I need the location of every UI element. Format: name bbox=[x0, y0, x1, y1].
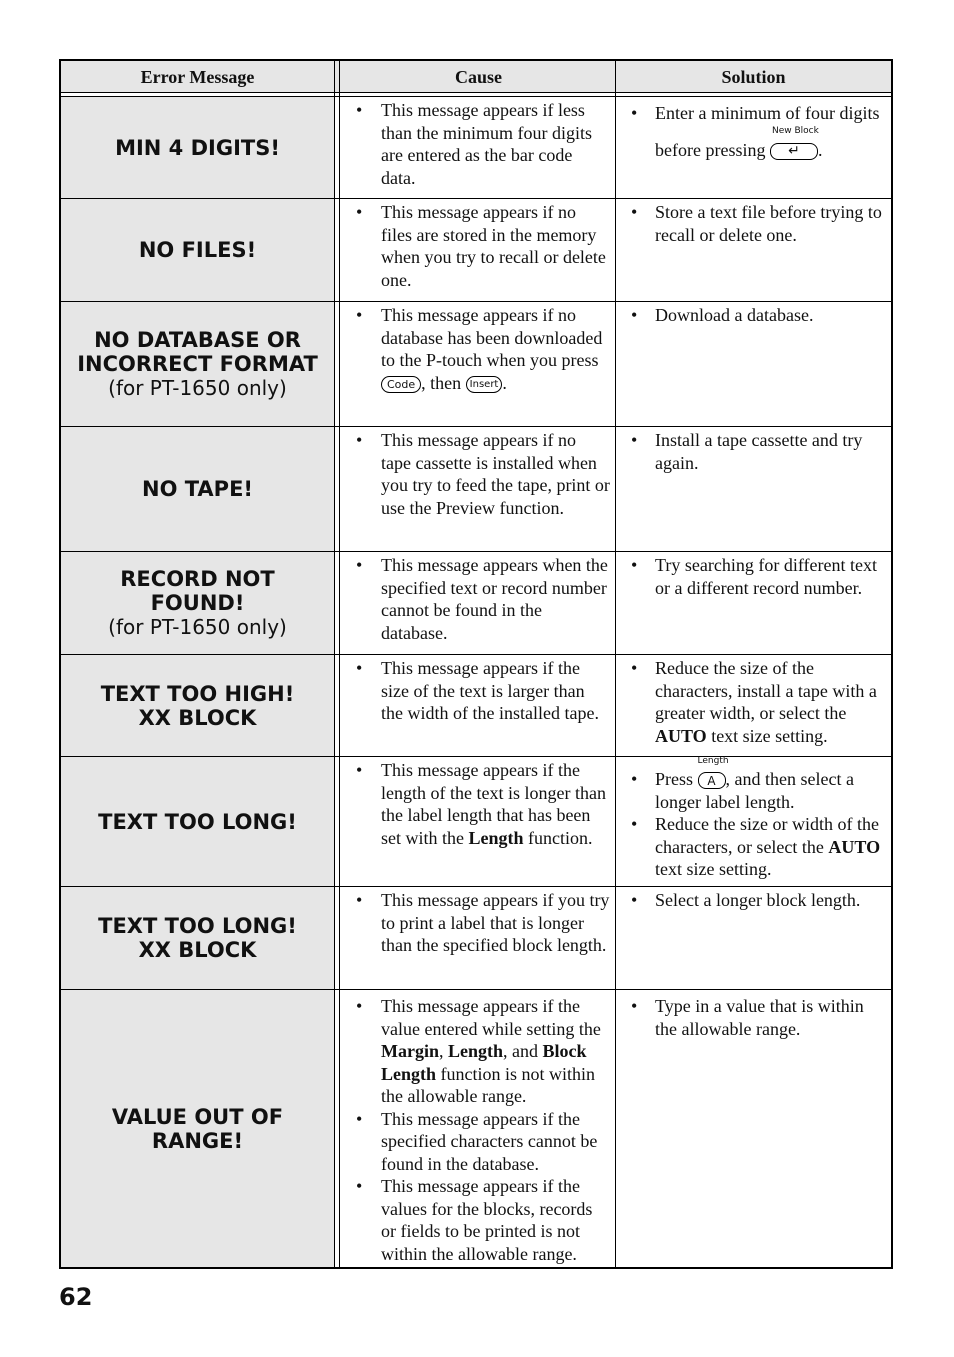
error-name: TEXT TOO LONG! bbox=[98, 809, 297, 834]
table-row bbox=[61, 989, 891, 1267]
error-cell bbox=[61, 199, 334, 301]
solution-cell bbox=[616, 97, 891, 198]
cause-item: • This message appears if less than the minimum four digits are entered as the bar code data. bbox=[342, 99, 610, 189]
error-cell bbox=[61, 887, 334, 989]
new-block-key-icon: ↵ bbox=[770, 143, 818, 160]
cause-item: • This message appears if the specified characters cannot be found in the database. bbox=[342, 1108, 610, 1176]
error-cell bbox=[61, 990, 334, 1267]
solution-item: • Reduce the size or width of the characters, or select the AUTO text size setting. bbox=[616, 813, 888, 881]
key-label: New Block bbox=[771, 126, 819, 136]
header-solution: Solution bbox=[721, 67, 786, 87]
key-label: Length bbox=[697, 756, 729, 766]
cause-cell bbox=[342, 887, 615, 989]
insert-key-icon: Insert bbox=[466, 376, 503, 393]
cause-item: • This message appears if you try to print a label that is longer than the specified block length. bbox=[342, 889, 610, 957]
cause-cell bbox=[342, 655, 615, 756]
cause-cell bbox=[342, 990, 615, 1267]
error-cell bbox=[61, 757, 334, 886]
solution-cell bbox=[616, 757, 891, 886]
header-cause: Cause bbox=[454, 67, 502, 87]
error-name: TEXT TOO HIGH! XX BLOCK bbox=[100, 681, 295, 730]
table-row bbox=[61, 551, 891, 654]
error-cell bbox=[61, 302, 334, 426]
error-name: VALUE OUT OF RANGE! bbox=[111, 1104, 284, 1153]
cause-item: • This message appears if the size of the text is larger than the width of the installed tape. bbox=[342, 657, 610, 725]
solution-item: • Reduce the size of the characters, install a tape with a greater width, or select the AUTO text size setting. bbox=[616, 657, 888, 747]
cause-item: • This message appears if no database has been downloaded to the P-touch when you press Code , then Insert . bbox=[342, 304, 610, 394]
cause-cell bbox=[342, 97, 615, 198]
table-row bbox=[61, 886, 891, 989]
cause-cell bbox=[342, 757, 615, 886]
table-row bbox=[61, 198, 891, 301]
solution-item: • Install a tape cassette and try again. bbox=[616, 429, 888, 474]
solution-item: • Enter a minimum of four digits before pressing New Block ↵ . bbox=[616, 99, 888, 165]
header-error-message: Error Message bbox=[140, 67, 255, 87]
cause-item: • This message appears if the length of the text is longer than the label length that has been set with the Length function. bbox=[342, 759, 610, 849]
cause-cell bbox=[342, 427, 615, 551]
error-name: MIN 4 DIGITS! bbox=[115, 135, 280, 160]
error-name: NO TAPE! bbox=[142, 477, 253, 501]
solution-cell bbox=[616, 302, 891, 426]
error-name: NO DATABASE OR INCORRECT FORMAT (for PT-1650 only) bbox=[77, 328, 318, 400]
solution-item: • Press Length A , and then select a longer label length. bbox=[616, 768, 888, 813]
solution-cell bbox=[616, 199, 891, 301]
error-name: RECORD NOT FOUND! (for PT-1650 only) bbox=[108, 567, 287, 639]
solution-item: • Type in a value that is within the allowable range. bbox=[616, 995, 888, 1040]
page-number: 62 bbox=[59, 1283, 93, 1311]
error-cell bbox=[61, 655, 334, 756]
table-header-row bbox=[61, 61, 891, 93]
cause-item: • This message appears if no files are stored in the memory when you try to recall or delete one. bbox=[342, 201, 610, 291]
code-key-icon: Code bbox=[381, 376, 421, 393]
solution-cell bbox=[616, 552, 891, 654]
solution-item: • Download a database. bbox=[616, 304, 888, 327]
table-row bbox=[61, 426, 891, 551]
table-row bbox=[61, 756, 891, 886]
cause-item: • This message appears if the value entered while setting the Margin, Length, and Block Length function is not within the allowable range. bbox=[342, 995, 610, 1108]
solution-cell bbox=[616, 655, 891, 756]
solution-item: • Select a longer block length. bbox=[616, 889, 888, 912]
cause-item: • This message appears when the specified text or record number cannot be found in the database. bbox=[342, 554, 610, 644]
error-cell bbox=[61, 552, 334, 654]
table-row bbox=[61, 654, 891, 756]
cause-cell bbox=[342, 199, 615, 301]
solution-cell bbox=[616, 427, 891, 551]
error-name: TEXT TOO LONG! XX BLOCK bbox=[98, 914, 297, 962]
cause-item: • This message appears if the values for the blocks, records or fields to be printed is not within the allowable range. bbox=[342, 1175, 610, 1265]
solution-item: • Store a text file before trying to recall or delete one. bbox=[616, 201, 888, 246]
cause-cell bbox=[342, 552, 615, 654]
solution-cell bbox=[616, 990, 891, 1267]
solution-cell bbox=[616, 887, 891, 989]
error-name: NO FILES! bbox=[138, 238, 257, 262]
a-key-icon: A bbox=[698, 772, 726, 789]
cause-cell bbox=[342, 302, 615, 426]
error-note: (for PT-1650 only) bbox=[108, 615, 287, 639]
error-note: (for PT-1650 only) bbox=[108, 376, 287, 400]
cause-item: • This message appears if no tape cassette is installed when you try to feed the tape, print or use the Preview function. bbox=[342, 429, 610, 519]
error-message-table bbox=[59, 59, 893, 1269]
table-row bbox=[61, 97, 891, 198]
error-cell bbox=[61, 427, 334, 551]
error-cell bbox=[61, 97, 334, 198]
table-row bbox=[61, 301, 891, 426]
solution-item: • Try searching for different text or a different record number. bbox=[616, 554, 888, 599]
